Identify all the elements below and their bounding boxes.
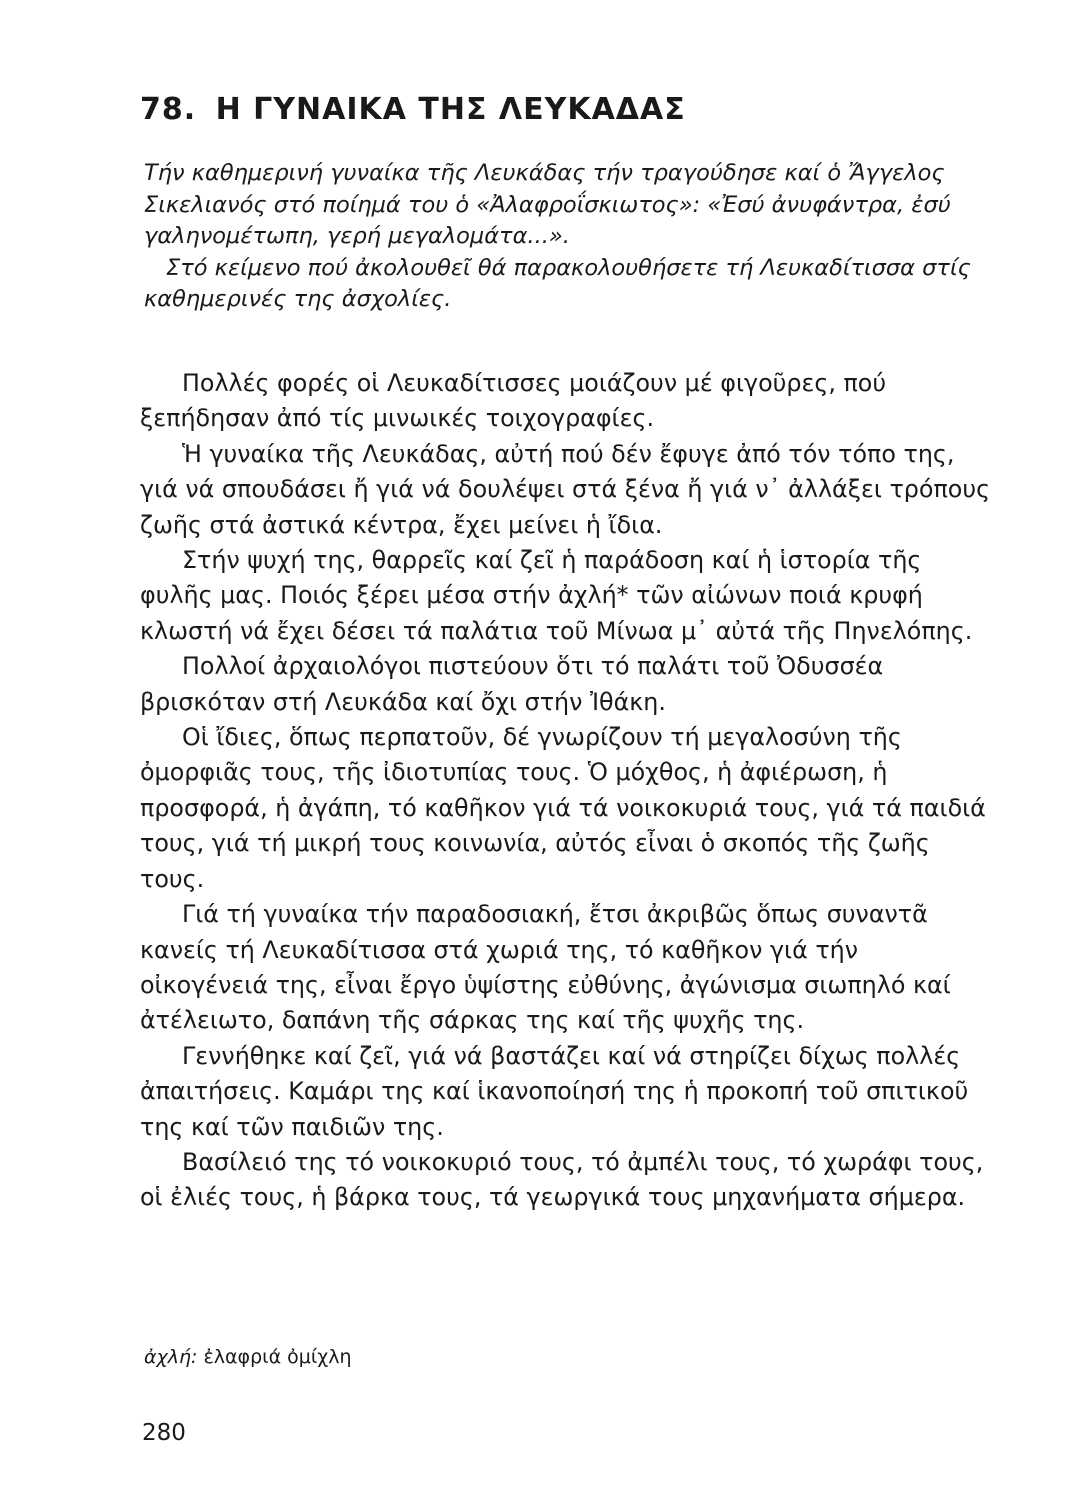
- footnote-definition: ἐλαφριά ὀμίχλη: [203, 1346, 352, 1368]
- body-paragraph: Πολλοί ἀρχαιολόγοι πιστεύουν ὅτι τό παλάτι τοῦ Ὀδυσσέα βρισκόταν στή Λευκάδα καί ὄχι στήν Ἰθάκη.: [140, 652, 884, 716]
- chapter-number: 78.: [140, 92, 197, 127]
- page-number: 280: [142, 1420, 186, 1446]
- intro-paragraph: Τήν καθημερινή γυναίκα τῆς Λευκάδας τήν τραγούδησε καί ὁ Ἄγγελος Σικελιανός στό ποίημά του ὁ «Ἀλαφροΐσκιωτος»: «Ἐσύ ἀνυφάντρα, ἐσύ γαληνομέτωπη, γερή μεγαλομάτα...».: [144, 160, 951, 249]
- main-text: [140, 366, 992, 1216]
- body-paragraph: Ἡ γυναίκα τῆς Λευκάδας, αὐτή πού δέν ἔφυγε ἀπό τόν τόπο της, γιά νά σπουδάσει ἤ γιά νά δουλέψει στά ξένα ἤ γιά ν᾽ ἀλλάξει τρόπους ζωῆς στά ἀστικά κέντρα, ἔχει μείνει ἡ ἴδια.: [140, 439, 991, 539]
- intro-paragraph: Στό κείμενο πού ἀκολουθεῖ θά παρακολουθήσετε τή Λευκαδίτισσα στίς καθημερινές της ἀσχολίες.: [144, 254, 971, 312]
- footnote-term: ἀχλή:: [144, 1346, 198, 1368]
- body-paragraph: Οἱ ἴδιες, ὅπως περπατοῦν, δέ γνωρίζουν τή μεγαλοσύνη τῆς ὀμορφιᾶς τους, τῆς ἰδιοτυπίας τους. Ὁ μόχθος, ἡ ἀφιέρωση, ἡ προσφορά, ἡ ἀγάπη, τό καθῆκον γιά τά νοικοκυριά τους, γιά τά παιδιά τους, γιά τή μικρή τους κοινωνία, αὐτός εἶναι ὁ σκοπός τῆς ζωῆς τους.: [140, 723, 986, 893]
- body-paragraph: Πολλές φορές οἱ Λευκαδίτισσες μοιάζουν μέ φιγοῦρες, πού ξεπήδησαν ἀπό τίς μινωικές τοιχογραφίες.: [140, 369, 887, 433]
- body-paragraph: Γεννήθηκε καί ζεῖ, γιά νά βαστάζει καί νά στηρίζει δίχως πολλές ἀπαιτήσεις. Καμάρι της καί ἱκανοποίησή της ἡ προκοπή τοῦ σπιτικοῦ της καί τῶν παιδιῶν της.: [140, 1041, 969, 1141]
- body-paragraph: Στήν ψυχή της, θαρρεῖς καί ζεῖ ἡ παράδοση καί ἡ ἱστορία τῆς φυλῆς μας. Ποιός ξέρει μέσα στήν ἀχλή* τῶν αἰώνων ποιά κρυφή κλωστή νά ἔχει δέσει τά παλάτια τοῦ Μίνωα μ᾽ αὐτά τῆς Πηνελόπης.: [140, 546, 973, 645]
- chapter-title: Η ΓΥΝΑΙΚΑ ΤΗΣ ΛΕΥΚΑΔΑΣ: [215, 92, 686, 127]
- body-paragraph: Γιά τή γυναίκα τήν παραδοσιακή, ἔτσι ἀκριβῶς ὅπως συναντᾶ κανείς τή Λευκαδίτισσα στά χωριά της, τό καθῆκον γιά τήν οἰκογένειά της, εἶναι ἔργο ὑψίστης εὐθύνης, ἀγώνισμα σιωπηλό καί ἀτέλειωτο, δαπάνη τῆς σάρκας της καί τῆς ψυχῆς της.: [140, 900, 951, 1035]
- chapter-heading: [140, 92, 686, 127]
- footnote: [144, 1346, 352, 1368]
- chapter-introduction: [144, 158, 994, 316]
- body-paragraph: Βασίλειό της τό νοικοκυριό τους, τό ἀμπέλι τους, τό χωράφι τους, οἱ ἐλιές τους, ἡ βάρκα τους, τά γεωργικά τους μηχανήματα σήμερα.: [140, 1147, 984, 1212]
